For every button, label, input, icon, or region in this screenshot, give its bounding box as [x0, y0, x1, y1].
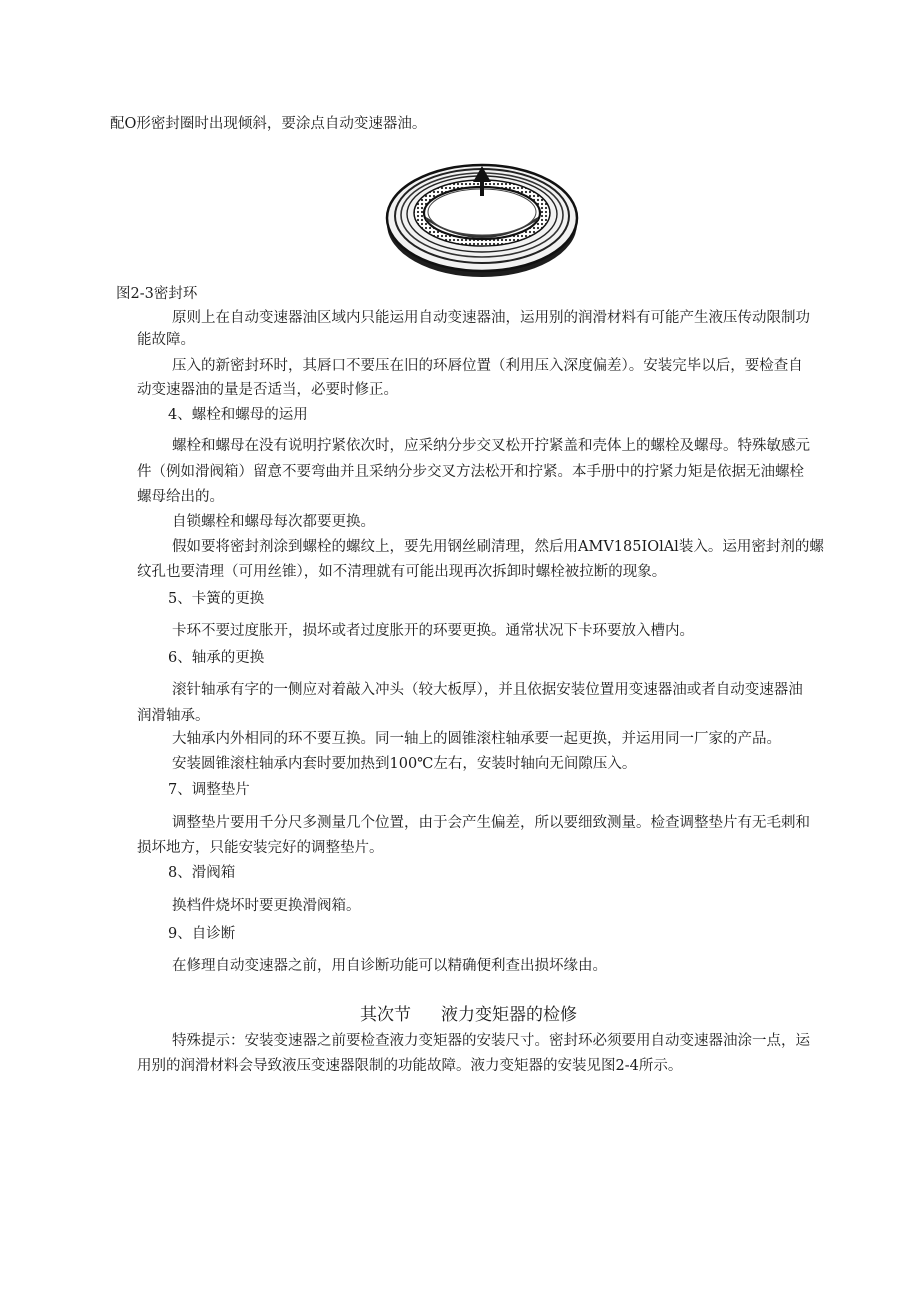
section-heading-8: 8、滑阀箱	[168, 865, 236, 881]
chapter-section-heading	[360, 1003, 577, 1027]
paragraph-line: 安装圆锥滚柱轴承内套时要加热到100℃左右，安装时轴向无间隙压入。	[172, 756, 637, 772]
paragraph-line: 用别的润滑材料会导致液压变速器限制的功能故障。液力变矩器的安装见图2-4所示。	[137, 1058, 683, 1074]
paragraph-line: 假如要将密封剂涂到螺栓的螺纹上，要先用钢丝刷清理，然后用AMV185IOlAl装入。运用密封剂的螺	[172, 539, 824, 555]
paragraph-line: 卡环不要过度胀开，损坏或者过度胀开的环要更换。通常状况下卡环要放入槽内。	[172, 623, 694, 639]
paragraph-line: 在修理自动变速器之前，用自诊断功能可以精确便利查出损坏缘由。	[172, 958, 607, 974]
paragraph-line: 压入的新密封环时，其唇口不要压在旧的环唇位置（利用压入深度偏差）。安装完毕以后，要检查自	[172, 358, 803, 374]
figure-caption: 图2-3密封环	[116, 286, 198, 302]
section-heading-7: 7、调整垫片	[168, 782, 250, 798]
section-heading-6: 6、轴承的更换	[168, 650, 265, 666]
section-number: 其次节	[360, 1005, 411, 1025]
paragraph-line: 螺栓和螺母在没有说明拧紧依次时，应采纳分步交叉松开拧紧盖和壳体上的螺栓及螺母。特殊敏感元	[172, 438, 810, 454]
paragraph-line: 润滑轴承。	[137, 708, 210, 724]
section-title: 液力变矩器的检修	[441, 1005, 577, 1025]
section-heading-9: 9、自诊断	[168, 926, 236, 942]
paragraph-line: 换档件烧坏时要更换滑阀箱。	[172, 898, 361, 914]
paragraph-line: 螺母给出的。	[137, 489, 224, 505]
paragraph-line: 特殊提示：安装变速器之前要检查液力变矩器的安装尺寸。密封环必须要用自动变速器油涂一点，运	[172, 1033, 810, 1049]
paragraph-line: 动变速器油的量是否适当，必要时修正。	[137, 382, 398, 398]
section-heading-4: 4、螺栓和螺母的运用	[168, 407, 308, 423]
paragraph-line: 滚针轴承有字的一侧应对着敲入冲头（较大板厚），并且依据安装位置用变速器油或者自动变速器油	[172, 682, 803, 698]
paragraph-line: 自锁螺栓和螺母每次都要更换。	[172, 514, 375, 530]
paragraph-line: 原则上在自动变速器油区域内只能运用自动变速器油，运用别的润滑材料有可能产生液压传动限制功	[172, 310, 810, 326]
paragraph-line: 调整垫片要用千分尺多测量几个位置，由于会产生偏差，所以要细致测量。检查调整垫片有无毛刺和	[172, 815, 810, 831]
section-heading-5: 5、卡簧的更换	[168, 591, 265, 607]
intro-text: 配O形密封圈时出现倾斜，要涂点自动变速器油。	[110, 116, 427, 132]
paragraph-line: 能故障。	[137, 332, 195, 348]
paragraph-line: 大轴承内外相同的环不要互换。同一轴上的圆锥滚柱轴承要一起更换，并运用同一厂家的产品。	[172, 731, 781, 747]
paragraph-line: 件（例如滑阀箱）留意不要弯曲并且采纳分步交叉方法松开和拧紧。本手册中的拧紧力矩是依据无油螺栓	[137, 464, 804, 480]
paragraph-line: 纹孔也要清理（可用丝锥），如不清理就有可能出现再次拆卸时螺栓被拉断的现象。	[137, 564, 667, 580]
seal-ring-illustration	[384, 154, 580, 280]
paragraph-line: 损坏地方，只能安装完好的调整垫片。	[137, 840, 384, 856]
